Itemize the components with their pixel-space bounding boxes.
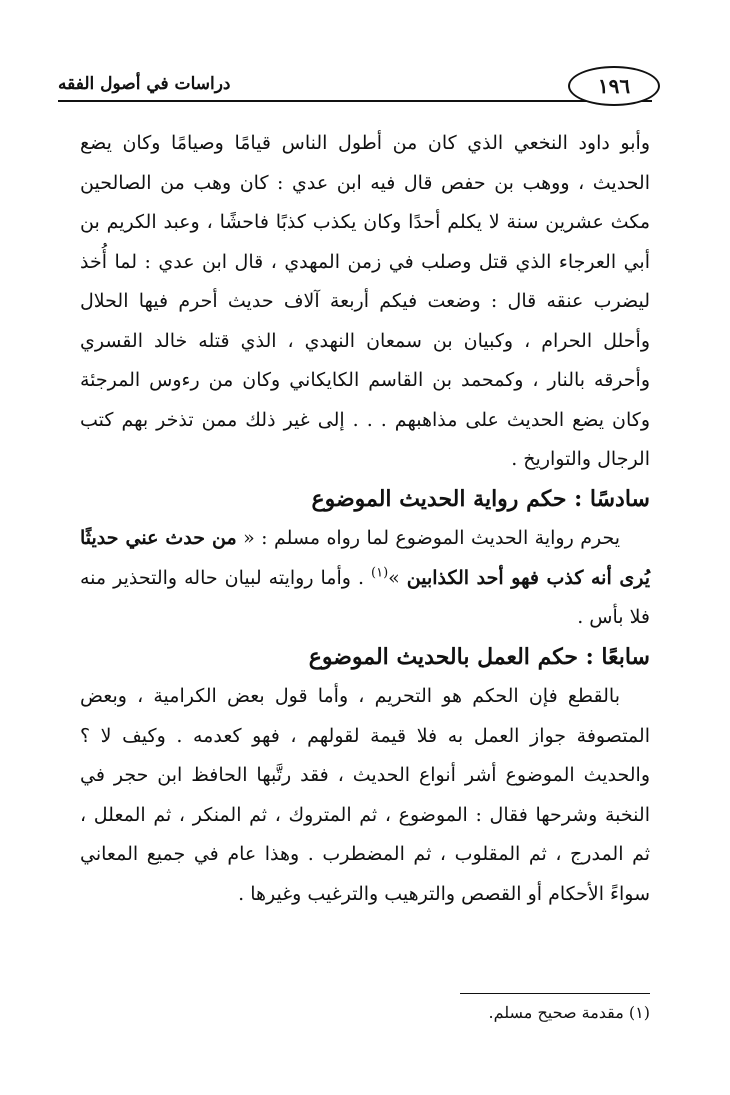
footnote: (١) مقدمة صحيح مسلم. (488, 1003, 650, 1022)
paragraph-narration-ruling (80, 519, 650, 638)
heading-ruling-narration: سادسًا : حكم رواية الحديث الموضوع (311, 485, 650, 512)
page-body (80, 124, 650, 914)
running-title: دراسات في أصول الفقه (58, 74, 231, 94)
paragraph-narration-start: يحرم رواية الحديث الموضوع لما رواه مسلم : « (236, 527, 620, 549)
hadith-quote: من حدث عني حديثًا يُرى أنه كذب فهو أحد الكذابين (80, 527, 650, 589)
quote-close: » (388, 566, 407, 589)
paragraph-practice-ruling: بالقطع فإن الحكم هو التحريم ، وأما قول بعض الكرامية ، وبعض المتصوفة جواز العمل به فلا قيمة لقولهم ، فهو كعدمه . وكيف لا ؟ والحديث الموضوع أشر أنواع الحديث ، فقد رتَّبها الحافظ ابن حجر في النخبة وشرحها فقال : الموضوع ، ثم المتروك ، ثم المنكر ، ثم المعلل ، ثم المدرج ، ثم المقلوب ، ثم المضطرب . وهذا عام في جميع المعاني سواءً الأحكام أو القصص والترهيب والترغيب وغيرها . (80, 685, 650, 905)
footnote-separator (460, 993, 650, 994)
paragraph-fabricators: وأبو داود النخعي الذي كان من أطول الناس قيامًا وصيامًا وكان يضع الحديث ، ووهب بن حفص قال فيه ابن عدي : كان وهب من الصالحين مكث عشرين سنة لا يكلم أحدًا وكان يكذب كذبًا فاحشًا ، وعبد الكريم بن أبي العرجاء الذي قتل وصلب في زمن المهدي ، قال ابن عدي : لما أُخذ ليضرب عنقه قال : وضعت فيكم أربعة آلاف حديث أحرم فيها الحلال وأحلل الحرام ، وكبيان بن سمعان النهدي ، الذي قتله خالد القسري وأحرقه بالنار ، وكمحمد بن القاسم الكايكاني وكان من رءوس المرجئة وكان يضع الحديث على مذاهبهم . . . إلى غير ذلك ممن تذخر بهم كتب الرجال والتواريخ . (80, 132, 650, 470)
heading-ruling-practice: سابعًا : حكم العمل بالحديث الموضوع (308, 643, 650, 670)
header-rule (58, 100, 652, 102)
page-header (58, 60, 652, 110)
paragraph-narration-end: . وأما روايته لبيان حاله والتحذير منه فلا بأس . (80, 566, 650, 628)
footnote-reference[interactable]: (١) (371, 565, 389, 581)
page-number: ١٩٦ (568, 66, 660, 106)
